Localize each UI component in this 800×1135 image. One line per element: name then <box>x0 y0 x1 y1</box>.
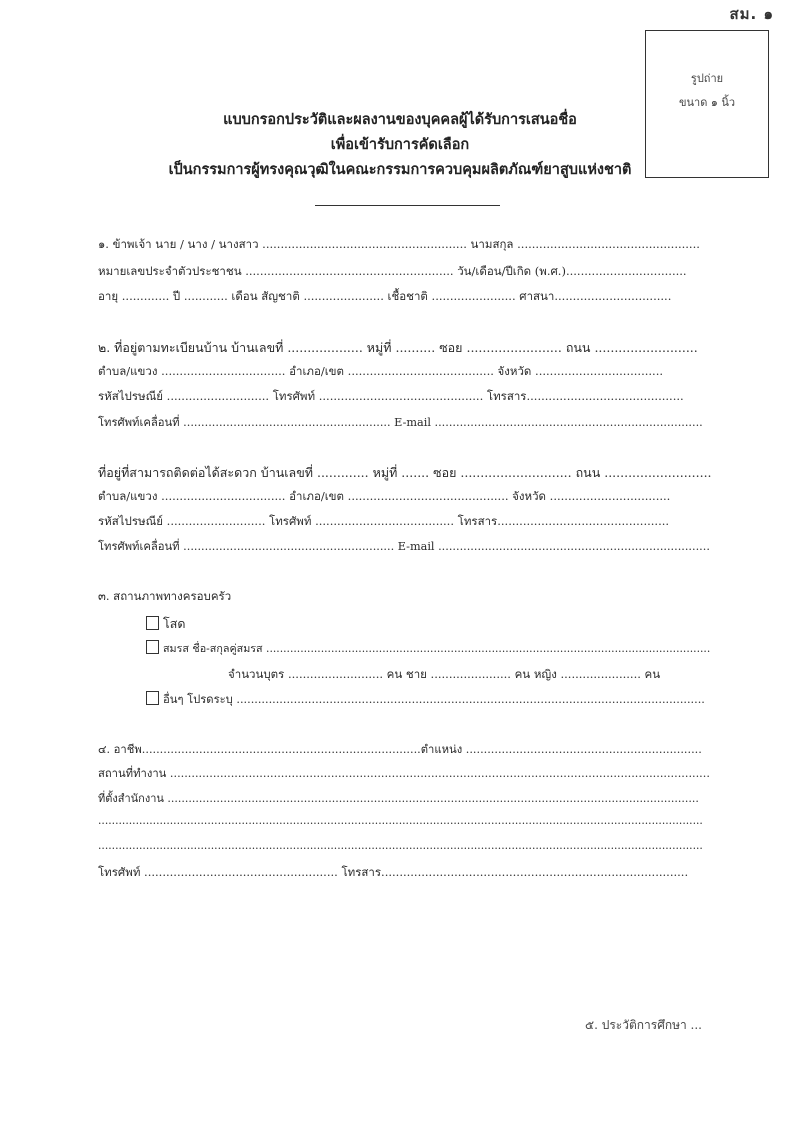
occupation-field[interactable]: ๔. อาชีพ..............................................................................ตำแหน่ง .................................................................. <box>98 743 702 756</box>
registered-subdistrict-field[interactable]: ตำบล/แขวง .................................. อำเภอ/เขต ........................................ จังหวัด ................................... <box>98 364 663 378</box>
form-title-line3: เป็นกรรมการผู้ทรงคุณวุฒิในคณะกรรมการควบคุมผลิตภัณฑ์ยาสูบแห่งชาติ <box>168 162 632 178</box>
single-checkbox[interactable] <box>146 616 159 630</box>
married-checkbox[interactable] <box>146 640 159 654</box>
family-status-heading: ๓. สถานภาพทางครอบครัว <box>98 589 232 603</box>
office-phone-fax-field[interactable]: โทรศัพท์ ..................................................... โทรสาร.................................................................................... <box>98 865 689 879</box>
status-married-option[interactable] <box>146 640 710 657</box>
photo-box <box>645 30 769 178</box>
name-field[interactable]: ๑. ข้าพเจ้า นาย / นาง / นางสาว ........................................................ นามสกุล .................................................. <box>98 237 700 251</box>
married-label: สมรส ชื่อ-สกุลคู่สมรส .................................................................................................................................. <box>163 642 711 655</box>
office-location-continued-1[interactable]: ................................................................................................................................................................................. <box>98 814 703 827</box>
photo-label: รูปถ่าย <box>690 72 724 85</box>
contact-subdistrict-field[interactable]: ตำบล/แขวง .................................. อำเภอ/เขต ............................................ จังหวัด ................................. <box>98 489 671 503</box>
contact-address-field[interactable]: ที่อยู่ที่สามารถติดต่อได้สะดวก บ้านเลขที่ ............. หมู่ที่ ....... ซอย ............................ ถนน ........................... <box>98 465 712 480</box>
photo-size-label: ขนาด ๑ นิ้ว <box>678 96 736 109</box>
office-location-field[interactable]: ที่ตั้งสำนักงาน ........................................................................................................................................................ <box>98 792 699 805</box>
office-location-continued-2[interactable]: ................................................................................................................................................................................. <box>98 839 703 852</box>
status-single-option[interactable] <box>146 614 185 634</box>
age-nationality-field[interactable]: อายุ ............. ปี ............ เดือน สัญชาติ ...................... เชื้อชาติ ....................... ศาสนา................................ <box>98 289 672 303</box>
title-underline <box>315 205 500 206</box>
id-birthdate-field[interactable]: หมายเลขประจำตัวประชาชน ......................................................... วัน/เดือน/ปีเกิด (พ.ศ.)................................. <box>98 264 687 278</box>
form-title-line2: เพื่อเข้ารับการคัดเลือก <box>330 137 470 153</box>
other-checkbox[interactable] <box>146 691 159 705</box>
registered-mobile-email-field[interactable]: โทรศัพท์เคลื่อนที่ .......................................................... E-mail ........................................................................... <box>98 416 703 429</box>
workplace-field[interactable]: สถานที่ทำงาน ....................................................................................................................................................... <box>98 767 710 780</box>
registered-postal-phone-field[interactable]: รหัสไปรษณีย์ ............................ โทรศัพท์ ............................................. โทรสาร........................................... <box>98 389 684 403</box>
form-code: สม. ๑ <box>729 5 774 23</box>
status-other-option[interactable] <box>146 690 705 708</box>
other-label: อื่นๆ โปรดระบุ ................................................................................................................................... <box>163 693 705 706</box>
form-title-line1: แบบกรอกประวัติและผลงานของบุคคลผู้ได้รับการเสนอชื่อ <box>223 112 577 128</box>
children-count-field[interactable]: จำนวนบุตร .......................... คน ชาย ...................... คน หญิง ...................... คน <box>228 667 661 681</box>
continue-note: ๕. ประวัติการศึกษา ... <box>585 1018 702 1032</box>
registered-address-field[interactable]: ๒. ที่อยู่ตามทะเบียนบ้าน บ้านเลขที่ ................... หมู่ที่ .......... ซอย ........................ ถนน .......................... <box>98 340 698 355</box>
single-label: โสด <box>163 616 186 631</box>
contact-postal-phone-field[interactable]: รหัสไปรษณีย์ ........................... โทรศัพท์ ...................................... โทรสาร............................................... <box>98 514 670 528</box>
contact-mobile-email-field[interactable]: โทรศัพท์เคลื่อนที่ ........................................................... E-mail ............................................................................ <box>98 540 710 553</box>
